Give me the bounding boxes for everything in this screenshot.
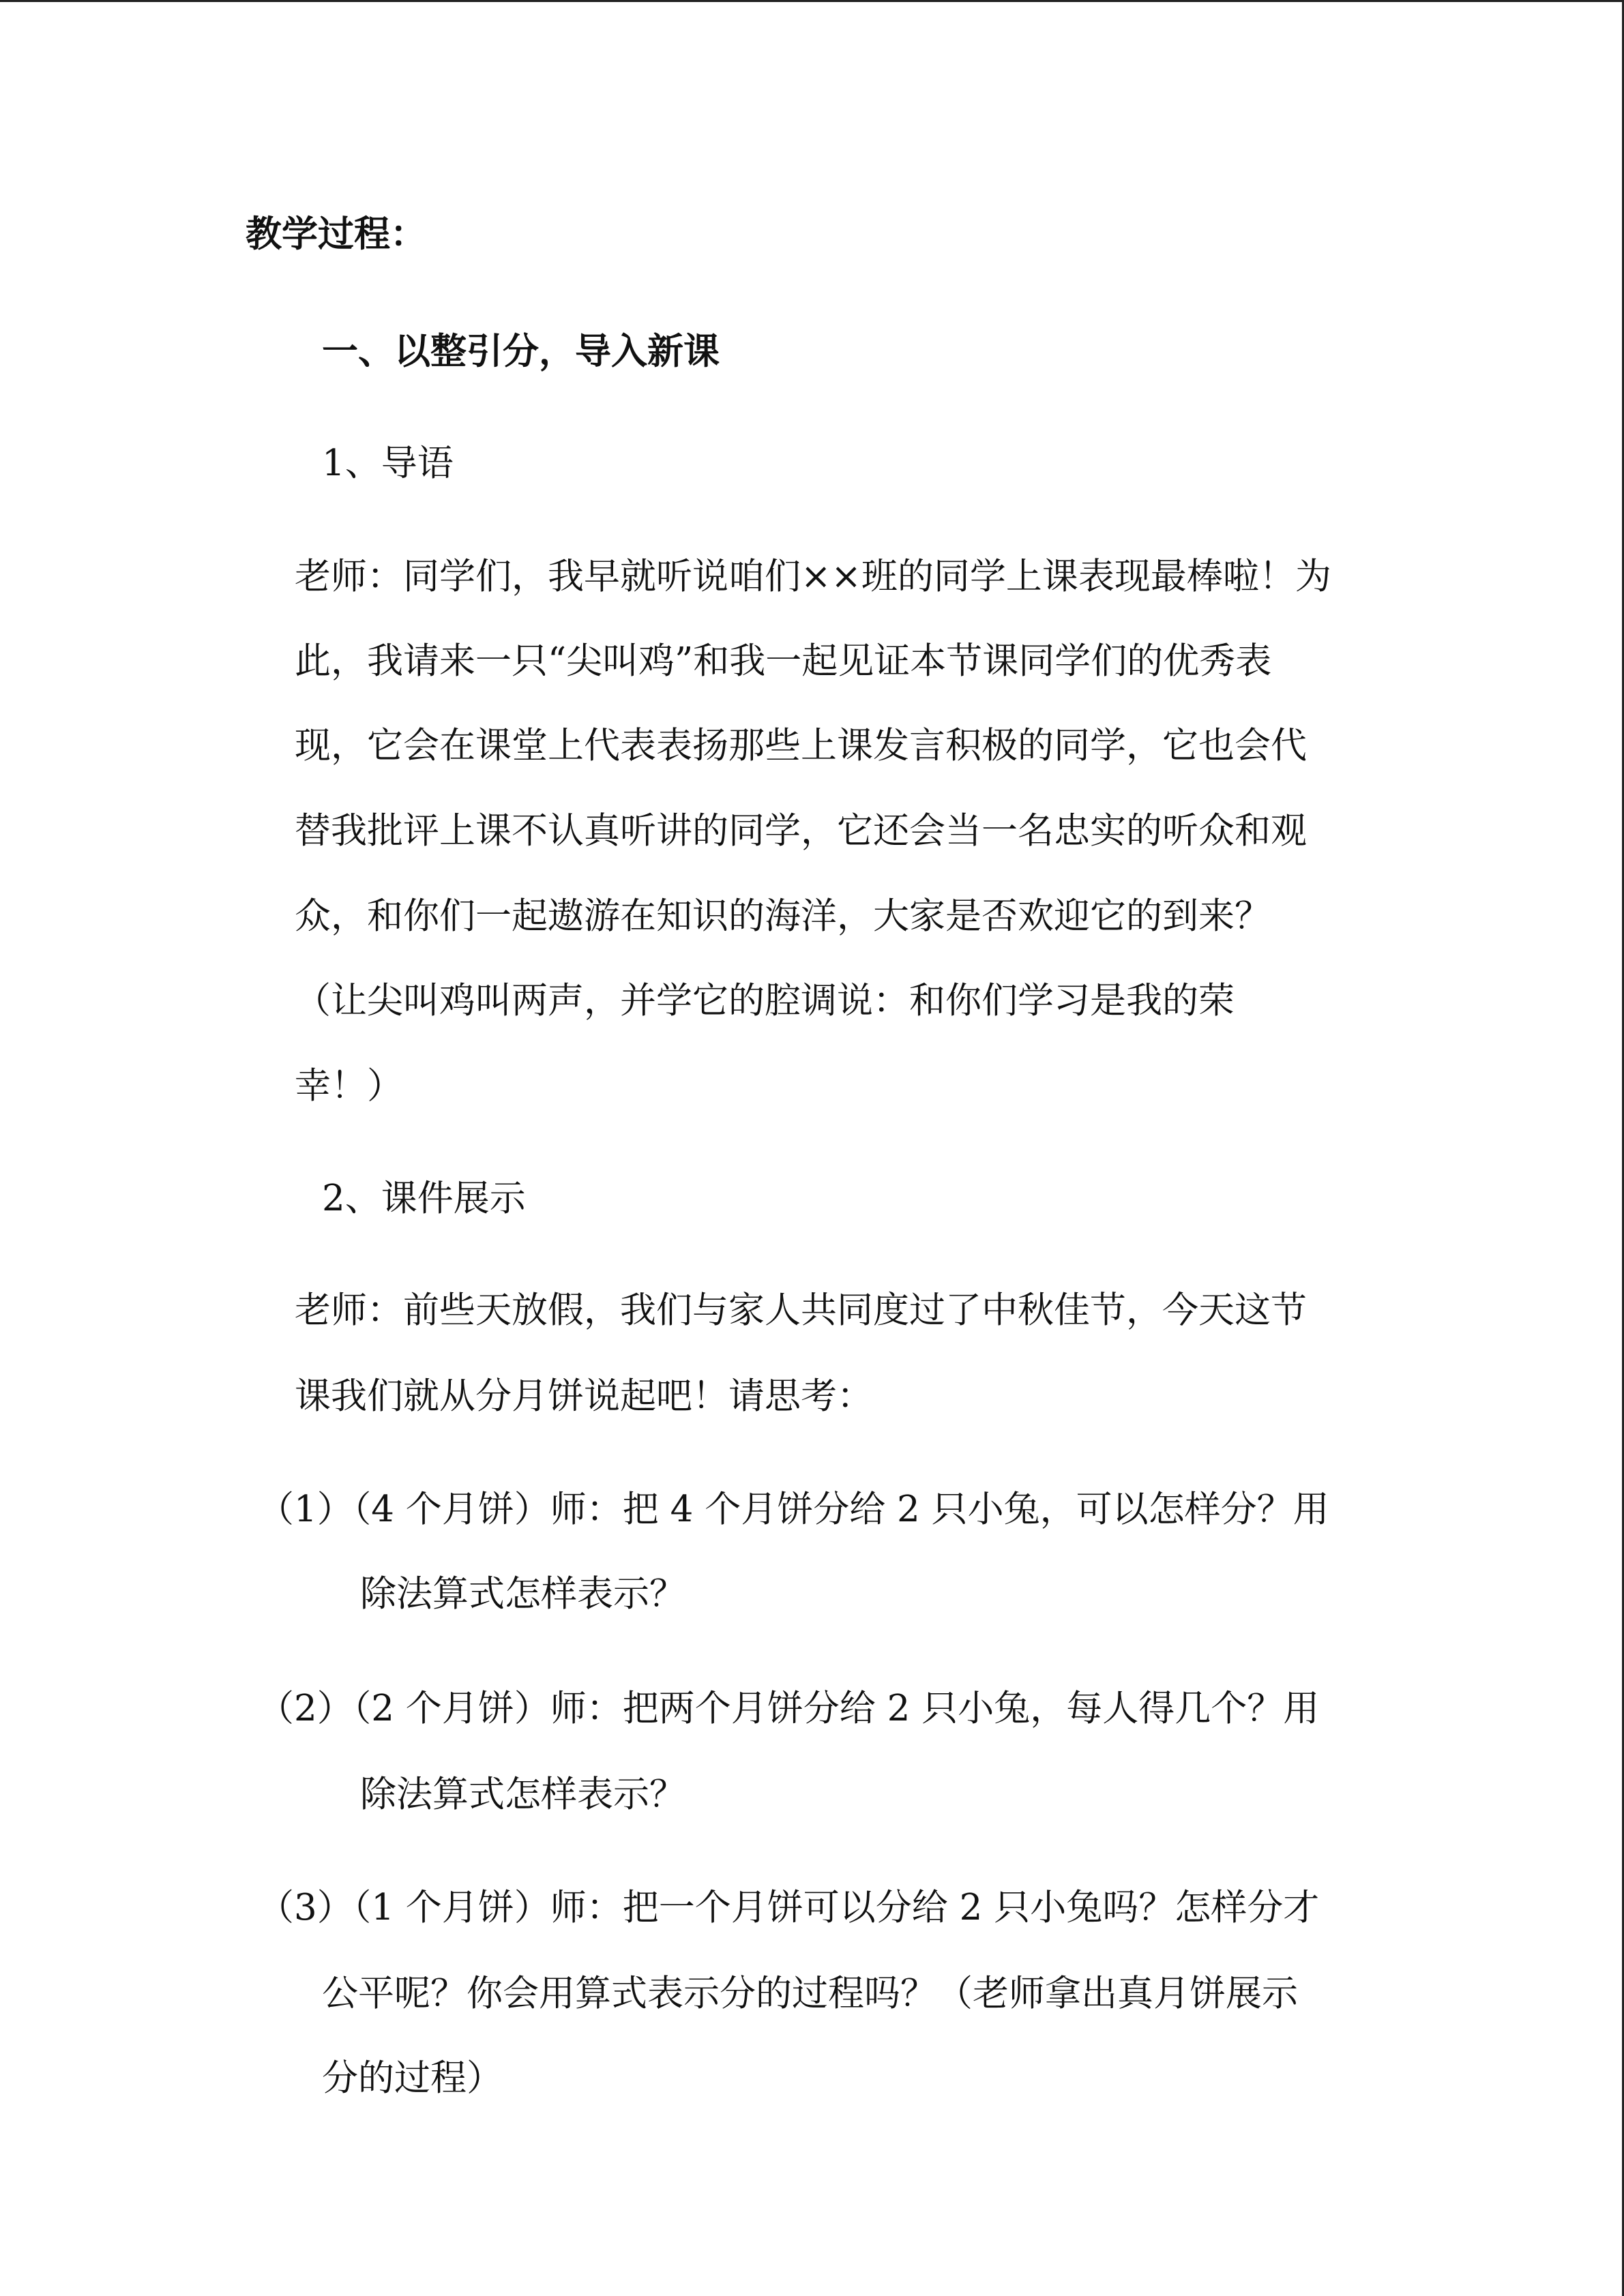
page-border-top — [0, 0, 1624, 2]
paragraph-line: 老师：前些天放假，我们与家人共同度过了中秋佳节，今天这节 — [295, 1289, 1307, 1331]
subsection-title-guide: 1、导语 — [322, 443, 454, 484]
question-line: （1）（4 个月饼）师：把 4 个月饼分给 2 只小兔，可以怎样分？用 — [258, 1489, 1329, 1530]
paragraph-line: 现，它会在课堂上代表表扬那些上课发言积极的同学，它也会代 — [295, 725, 1307, 766]
page-heading: 教学过程： — [246, 213, 426, 255]
question-line: （3）（1 个月饼）师：把一个月饼可以分给 2 只小兔吗？怎样分才 — [258, 1887, 1320, 1928]
paragraph-line: 幸！） — [295, 1065, 403, 1107]
paragraph-line: 此，我请来一只“尖叫鸡”和我一起见证本节课同学们的优秀表 — [295, 640, 1272, 682]
paragraph-line: （让尖叫鸡叫两声，并学它的腔调说：和你们学习是我的荣 — [295, 980, 1235, 1022]
question-line: （2）（2 个月饼）师：把两个月饼分给 2 只小兔，每人得几个？用 — [258, 1688, 1320, 1729]
paragraph-line: 众，和你们一起遨游在知识的海洋，大家是否欢迎它的到来？ — [295, 895, 1271, 937]
question-line: 公平呢？你会用算式表示分的过程吗？（老师拿出真月饼展示 — [322, 1973, 1298, 2014]
section-title: 一、以整引分，导入新课 — [322, 331, 720, 372]
paragraph-line: 替我批评上课不认真听讲的同学，它还会当一名忠实的听众和观 — [295, 810, 1307, 852]
paragraph-line: 老师：同学们，我早就听说咱们××班的同学上课表现最棒啦！为 — [295, 556, 1331, 597]
question-line: 分的过程） — [322, 2057, 503, 2099]
question-line: 除法算式怎样表示？ — [360, 1774, 685, 1815]
subsection-title-courseware: 2、课件展示 — [322, 1178, 526, 1219]
question-line: 除法算式怎样表示？ — [360, 1573, 685, 1615]
paragraph-line: 课我们就从分月饼说起吧！请思考： — [295, 1375, 873, 1417]
